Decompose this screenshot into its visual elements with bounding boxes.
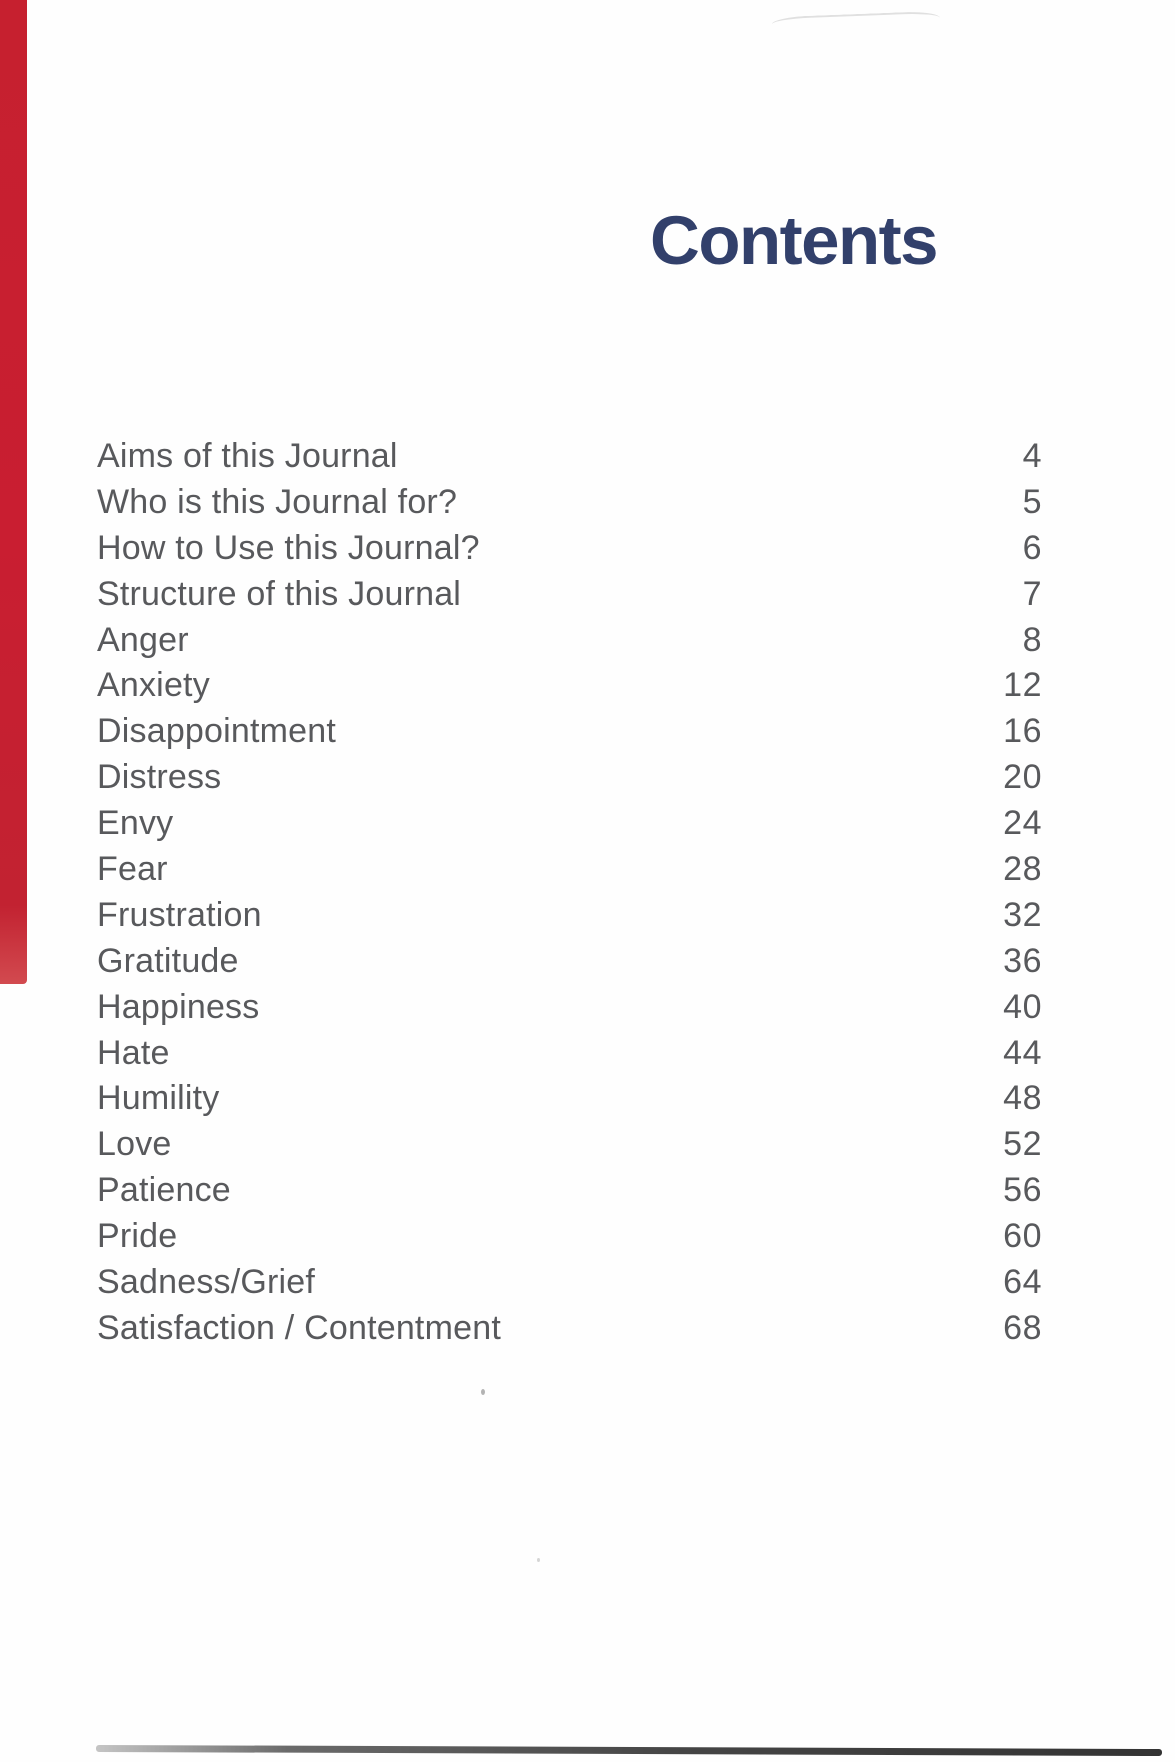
toc-row [97, 709, 1042, 755]
toc-row [97, 1168, 1042, 1214]
toc-row [97, 1122, 1042, 1168]
toc-entry-page-number: 8 [1022, 620, 1042, 659]
toc-entry-label: Patience [97, 1171, 231, 1210]
toc-entry-page-number: 24 [1003, 804, 1042, 843]
toc-entry-label: Anger [97, 620, 189, 659]
toc-entry-label: Love [97, 1125, 172, 1164]
toc-row [97, 1214, 1042, 1260]
toc-entry-label: Who is this Journal for? [97, 482, 458, 521]
page-bottom-edge-shadow [96, 1745, 1162, 1756]
toc-row [97, 1031, 1042, 1077]
toc-entry-label: Aims of this Journal [97, 437, 398, 475]
toc-entry-label: Envy [97, 804, 174, 843]
scan-artifact-speck [537, 1558, 540, 1562]
page-title: Contents [650, 202, 937, 279]
toc-entry-page-number: 20 [1003, 758, 1042, 797]
toc-entry-page-number: 5 [1022, 482, 1042, 521]
toc-entry-label: Disappointment [97, 712, 337, 751]
toc-entry-page-number: 64 [1003, 1263, 1042, 1302]
toc-entry-label: Distress [97, 758, 222, 797]
toc-row [97, 663, 1042, 709]
toc-entry-label: Humility [97, 1079, 220, 1118]
toc-entry-label: Pride [97, 1217, 178, 1256]
toc-row [97, 526, 1042, 572]
toc-entry-page-number: 12 [1003, 666, 1042, 705]
toc-entry-page-number: 28 [1003, 850, 1042, 889]
scan-artifact-line [772, 11, 940, 31]
toc-entry-label: Fear [97, 850, 168, 889]
table-of-contents [97, 434, 1042, 1352]
toc-entry-page-number: 44 [1003, 1033, 1042, 1072]
toc-entry-label: Anxiety [97, 666, 210, 705]
toc-row [97, 1306, 1042, 1352]
toc-entry-page-number: 6 [1022, 528, 1042, 567]
toc-row [97, 480, 1042, 526]
toc-entry-label: Happiness [97, 987, 260, 1026]
toc-entry-label: Satisfaction / Contentment [97, 1308, 501, 1347]
toc-row [97, 893, 1042, 939]
toc-entry-page-number: 7 [1022, 574, 1042, 613]
toc-entry-page-number: 4 [1022, 437, 1042, 475]
toc-row [97, 618, 1042, 664]
toc-entry-label: Hate [97, 1033, 170, 1072]
toc-row [97, 847, 1042, 893]
toc-entry-page-number: 56 [1003, 1171, 1042, 1210]
toc-entry-page-number: 48 [1003, 1079, 1042, 1118]
book-cover-edge-strip [0, 0, 27, 984]
toc-entry-label: How to Use this Journal? [97, 528, 480, 567]
toc-entry-page-number: 16 [1003, 712, 1042, 751]
toc-entry-label: Structure of this Journal [97, 574, 462, 613]
toc-entry-page-number: 40 [1003, 987, 1042, 1026]
toc-entry-label: Frustration [97, 895, 262, 934]
scan-artifact-speck [481, 1389, 485, 1395]
toc-entry-label: Sadness/Grief [97, 1263, 316, 1302]
toc-entry-page-number: 36 [1003, 941, 1042, 980]
toc-row [97, 434, 1042, 480]
toc-entry-label: Gratitude [97, 941, 239, 980]
toc-row [97, 985, 1042, 1031]
toc-entry-page-number: 32 [1003, 895, 1042, 934]
toc-row [97, 1076, 1042, 1122]
toc-row [97, 755, 1042, 801]
toc-row [97, 1260, 1042, 1306]
toc-row [97, 939, 1042, 985]
toc-row [97, 572, 1042, 618]
toc-entry-page-number: 52 [1003, 1125, 1042, 1164]
toc-entry-page-number: 60 [1003, 1217, 1042, 1256]
toc-row [97, 801, 1042, 847]
toc-entry-page-number: 68 [1003, 1308, 1042, 1347]
